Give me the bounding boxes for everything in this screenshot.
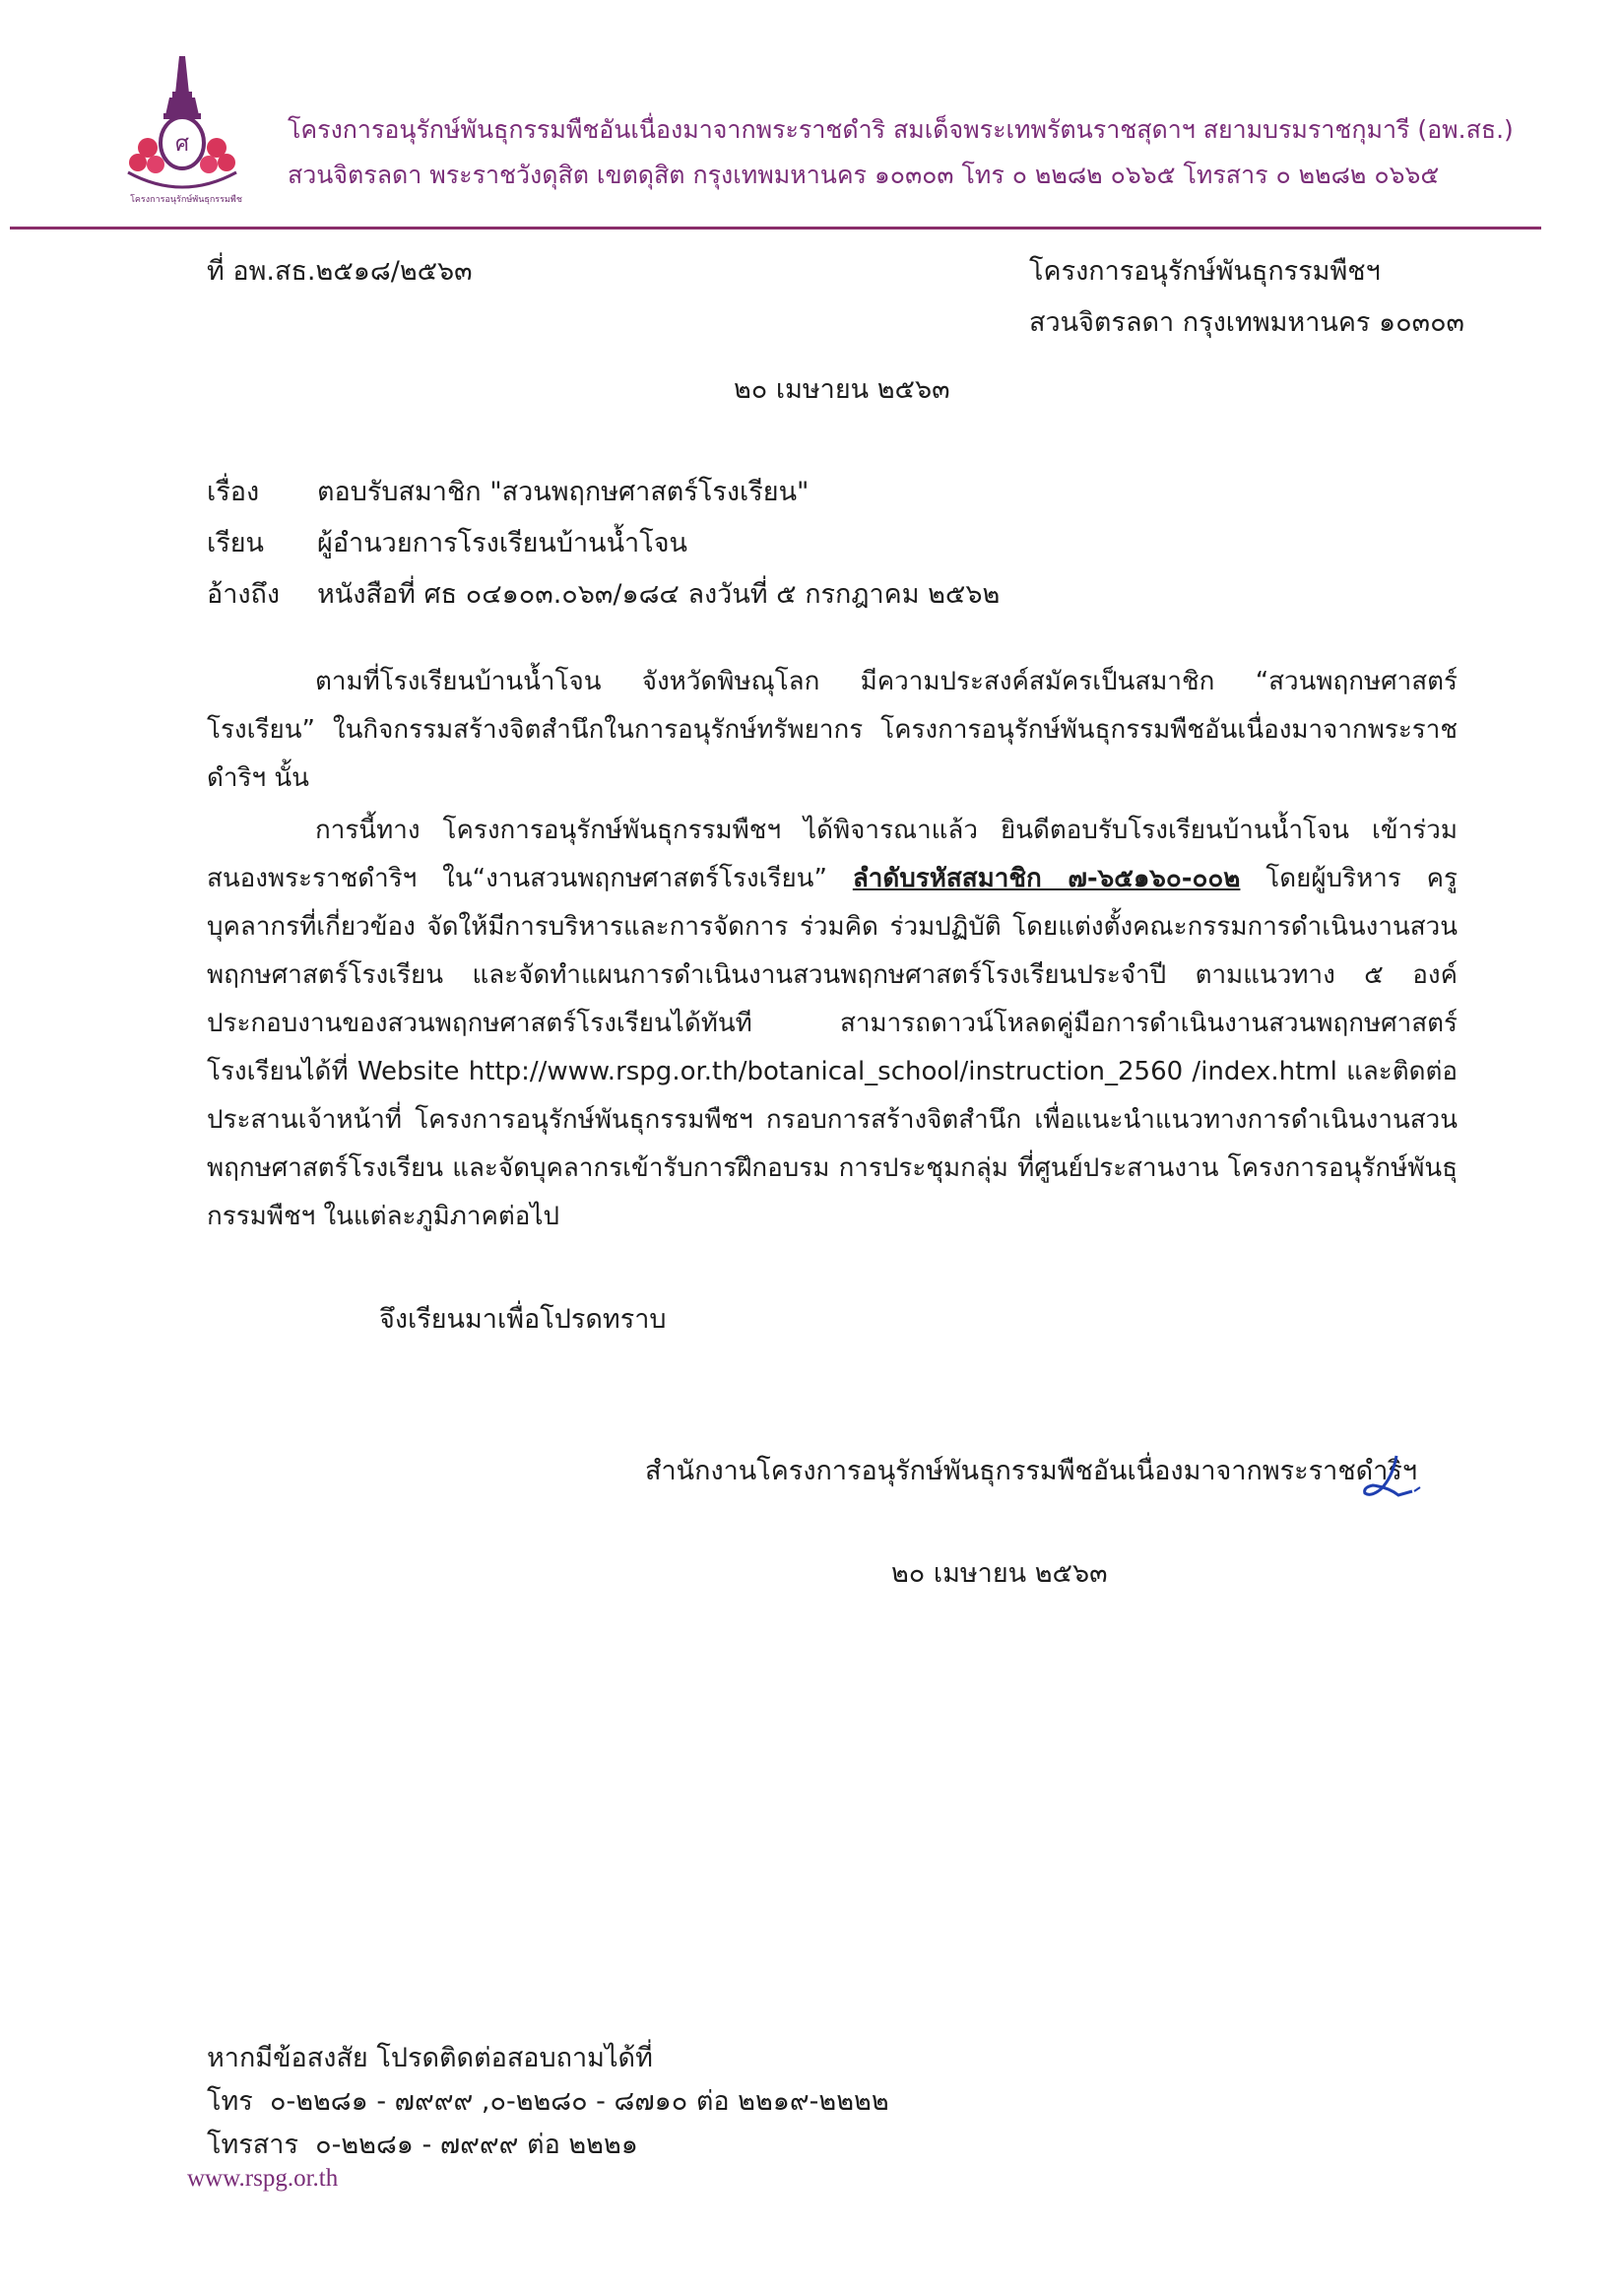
phone-number: ๐-๒๒๘๑ - ๗๙๙๙ ,๐-๒๒๘๐ - ๘๗๑๐ ต่อ ๒๒๑๙-๒๒๒๒ (269, 2086, 889, 2117)
sender-address: สวนจิตรลดา กรุงเทพมหานคร ๑๐๓๐๓ (1029, 307, 1465, 338)
recipient-text: ผู้อำนวยการโรงเรียนบ้านน้ำโจน (317, 528, 687, 558)
paragraph-2 (207, 807, 1458, 1241)
closing-line: จึงเรียนมาเพื่อโปรดทราบ (379, 1304, 667, 1335)
paragraph-1: ตามที่โรงเรียนบ้านน้ำโจน จังหวัดพิษณุโลก มีความประสงค์สมัครเป็นสมาชิก “สวนพฤกษศาสตร์โรงเรียน” ในกิจกรรมสร้างจิตสำนึกในการอนุรักษ์ทรัพยากร โครงการอนุรักษ์พันธุกรรมพืชอันเนื่องมาจากพระราชดำริฯ นั้น (207, 667, 1458, 793)
logo-caption: โครงการอนุรักษ์พันธุกรรมพืช (130, 195, 242, 205)
sender-name: โครงการอนุรักษ์พันธุกรรมพืชฯ (1029, 256, 1381, 287)
header-title: โครงการอนุรักษ์พันธุกรรมพืชอันเนื่องมาจากพระราชดำริ สมเด็จพระเทพรัตนราชสุดาฯ สยามบรมราชกุมารี (อพ.สธ.) (288, 115, 1514, 144)
letter-date: ๒๐ เมษายน ๒๕๖๓ (734, 374, 950, 405)
subject-label: เรื่อง (207, 477, 260, 507)
header-address: สวนจิตรลดา พระราชวังดุสิต เขตดุสิต กรุงเทพมหานคร ๑๐๓๐๓ โทร ๐ ๒๒๘๒ ๐๖๖๕ โทรสาร ๐ ๒๒๘๒ ๐๖๖๕ (288, 161, 1440, 189)
header-divider (10, 227, 1541, 230)
footer-website-link[interactable]: www.rspg.or.th (187, 2165, 339, 2192)
contact-phone-row (207, 2080, 889, 2124)
fax-label: โทรสาร (207, 2130, 298, 2160)
fax-number: ๐-๒๒๘๑ - ๗๙๙๙ ต่อ ๒๒๒๑ (315, 2130, 638, 2160)
contact-intro: หากมีข้อสงสัย โปรดติดต่อสอบถามได้ที่ (207, 2043, 653, 2073)
signature-mark (1359, 1448, 1438, 1517)
svg-text:ศ: ศ (175, 132, 189, 157)
signature-date: ๒๐ เมษายน ๒๕๖๓ (891, 1558, 1108, 1589)
reference-label: อ้างถึง (207, 579, 281, 610)
paragraph-2-intro: การนี้ทาง โครงการอนุรักษ์พันธุกรรมพืชฯ ได้พิจารณาแล้ว ยินดีตอบรับโรงเรียนบ้านน้ำโจน เข้าร่วมสนองพระราชดำริฯ ใน“งานสวนพฤกษศาสตร์โรงเรียน” (207, 816, 1458, 893)
signature-office: สำนักงานโครงการอนุรักษ์พันธุกรรมพืชอันเนื่องมาจากพระราชดำริฯ (645, 1456, 1418, 1486)
reference-number: ที่ อพ.สธ.๒๕๑๘/๒๕๖๓ (207, 256, 473, 287)
letter-body (207, 658, 1458, 1241)
subject-text: ตอบรับสมาชิก "สวนพฤกษศาสตร์โรงเรียน" (317, 477, 810, 507)
logo (118, 54, 246, 205)
contact-fax-row (207, 2124, 638, 2167)
member-code: ลำดับรหัสสมาชิก ๗-๖๕๑๖๐-๐๐๒ (852, 864, 1241, 893)
phone-label: โทร (207, 2086, 253, 2117)
royal-crest-icon (118, 54, 246, 202)
paragraph-2-details: โดยผู้บริหาร ครู บุคลากรที่เกี่ยวข้อง จัดให้มีการบริหารและการจัดการ ร่วมคิด ร่วมปฏิบัติ โดยแต่งตั้งคณะกรรมการดำเนินงานสวนพฤกษศาสตร์โรงเรียน และจัดทำแผนการดำเนินงานสวนพฤกษศาสตร์โรงเรียนประจำปี ตามแนวทาง ๕ องค์ประกอบงานของสวนพฤกษศาสตร์โรงเรียนได้ทันที สามารถดาวน์โหลดคู่มือการดำเนินงานสวนพฤกษศาสตร์โรงเรียนได้ที่ Website http://www.rspg.or.th/botanical_school/instruction_2560 /index.html และติดต่อประสานเจ้าหน้าที่ โครงการอนุรักษ์พันธุกรรมพืชฯ กรอบการสร้างจิตสำนึก เพื่อแนะนำแนวทางการดำเนินงานสวนพฤกษศาสตร์โรงเรียน และจัดบุคลากรเข้ารับการฝึกอบรม การประชุมกลุ่ม ที่ศูนย์ประสานงาน โครงการอนุรักษ์พันธุกรรมพืชฯ ในแต่ละภูมิภาคต่อไป (207, 864, 1459, 1231)
reference-text: หนังสือที่ ศธ ๐๔๑๐๓.๐๖๓/๑๘๔ ลงวันที่ ๕ กรกฎาคม ๒๕๖๒ (317, 579, 1001, 610)
recipient-label: เรียน (207, 528, 265, 558)
